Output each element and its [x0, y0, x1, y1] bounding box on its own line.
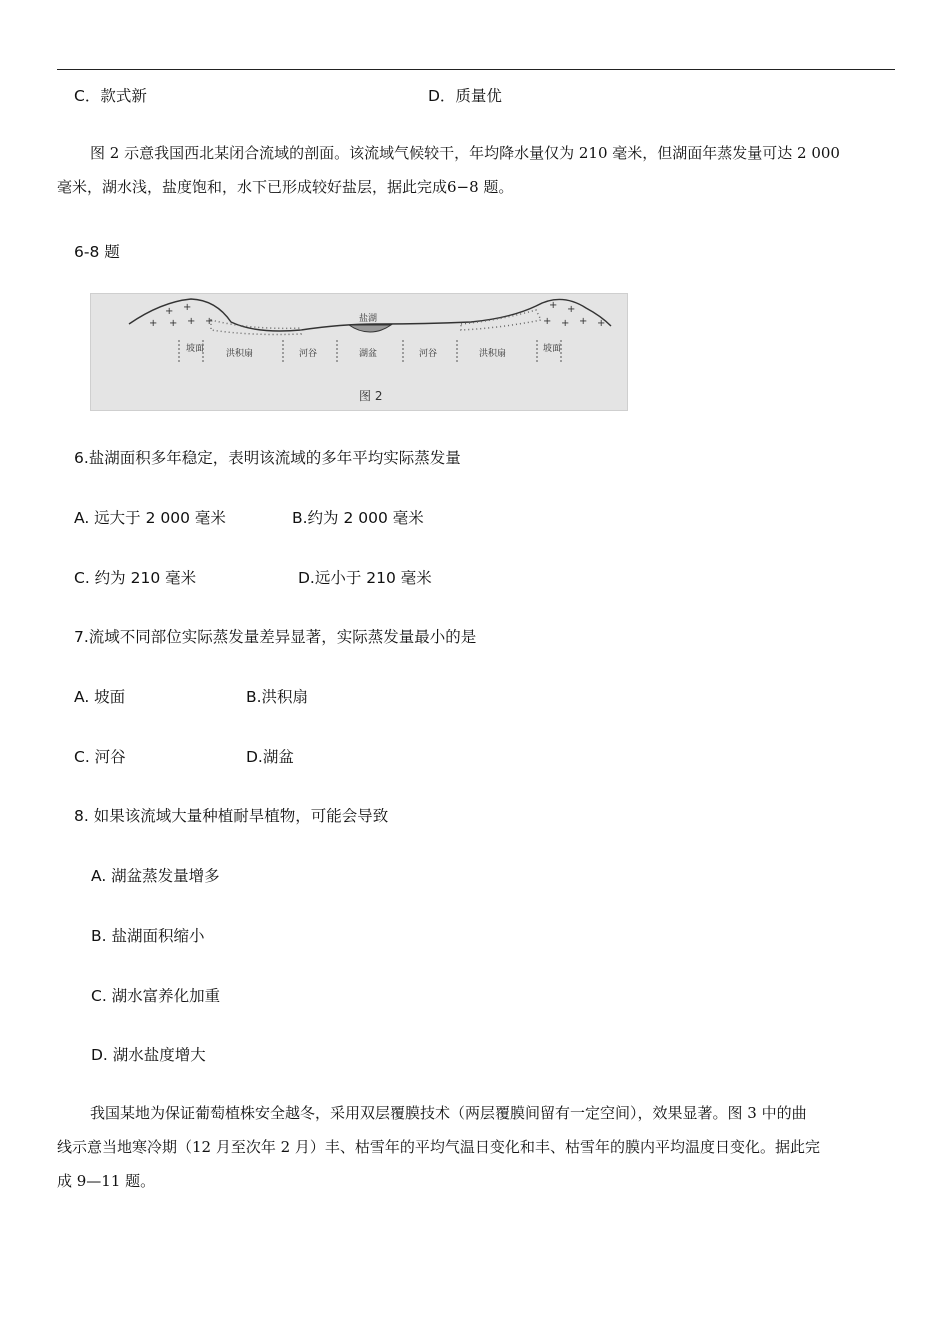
option-c-top: C．款式新 [74, 87, 147, 105]
svg-text:+: + [549, 300, 558, 311]
intro2-line-3: 成 9—11 题。 [57, 1172, 156, 1190]
intro2-line-2: 线示意当地寒冷期（12 月至次年 2 月）丰、枯雪年的平均气温日变化和丰、枯雪年的膜内平均温度日变化。据此完 [57, 1138, 820, 1156]
zone-label-slope-right: 坡面 [543, 344, 562, 354]
svg-text:+: + [567, 304, 576, 315]
svg-text:+: + [149, 318, 158, 329]
zone-label-valley-left: 河谷 [299, 349, 318, 359]
zone-label-valley-right: 河谷 [419, 349, 438, 359]
bedrock-symbols-left [149, 302, 213, 329]
section-label: 6-8 题 [74, 243, 120, 261]
intro2-line-1: 我国某地为保证葡萄植株安全越冬，采用双层覆膜技术（两层覆膜间留有一定空间），效果显著。图 3 中的曲 [90, 1104, 807, 1122]
q8-option-c: C. 湖水富养化加重 [91, 987, 221, 1005]
q8-option-a: A. 湖盆蒸发量增多 [91, 867, 220, 885]
q8-option-d: D. 湖水盐度增大 [91, 1046, 206, 1064]
option-d-top: D．质量优 [428, 87, 502, 105]
q6-option-c: C. 约为 210 毫米 [74, 569, 197, 587]
sediment-right [461, 310, 541, 330]
intro-paragraph-6-8 [57, 136, 902, 204]
zone-label-basin: 湖盆 [359, 349, 378, 359]
q7-option-b: B.洪积扇 [246, 688, 309, 706]
q7-option-a: A. 坡面 [74, 688, 126, 706]
svg-text:+: + [543, 316, 552, 327]
lake-label: 盐湖 [359, 314, 378, 324]
svg-text:+: + [165, 306, 174, 317]
svg-text:+: + [187, 316, 196, 327]
q7-option-d: D.湖盆 [246, 748, 294, 766]
intro-line-2: 毫米，湖水浅，盐度饱和，水下已形成较好盐层，据此完成6−8 题。 [57, 178, 514, 196]
q8-option-b: B. 盐湖面积缩小 [91, 927, 205, 945]
zone-label-slope-left: 坡面 [186, 344, 205, 354]
svg-text:+: + [183, 302, 192, 313]
q8-stem: 8. 如果该流域大量种植耐旱植物，可能会导致 [74, 807, 389, 825]
figure-caption: 图 2 [359, 389, 383, 403]
q7-stem: 7.流域不同部位实际蒸发量差异显著，实际蒸发量最小的是 [74, 628, 477, 646]
q6-option-b: B.约为 2 000 毫米 [292, 509, 424, 527]
q6-option-a: A. 远大于 2 000 毫米 [74, 509, 226, 527]
figure-2-profile [90, 293, 628, 411]
q6-option-d: D.远小于 210 毫米 [298, 569, 432, 587]
salt-lake [349, 325, 391, 332]
intro-line-1: 图 2 示意我国西北某闭合流域的剖面。该流域气候较干，年均降水量仅为 210 毫米，但湖面年蒸发量可达 2 000 [90, 144, 840, 162]
zone-label-fan-right: 洪积扇 [479, 349, 507, 359]
header-rule [57, 69, 895, 70]
svg-text:+: + [205, 316, 214, 327]
intro-paragraph-9-11 [57, 1096, 902, 1198]
svg-text:+: + [579, 316, 588, 327]
svg-text:+: + [561, 318, 570, 329]
svg-text:+: + [169, 318, 178, 329]
zone-label-fan-left: 洪积扇 [226, 349, 254, 359]
svg-text:+: + [597, 318, 606, 329]
q7-option-c: C. 河谷 [74, 748, 126, 766]
q6-stem: 6.盐湖面积多年稳定，表明该流域的多年平均实际蒸发量 [74, 449, 461, 467]
sediment-left [211, 320, 301, 335]
